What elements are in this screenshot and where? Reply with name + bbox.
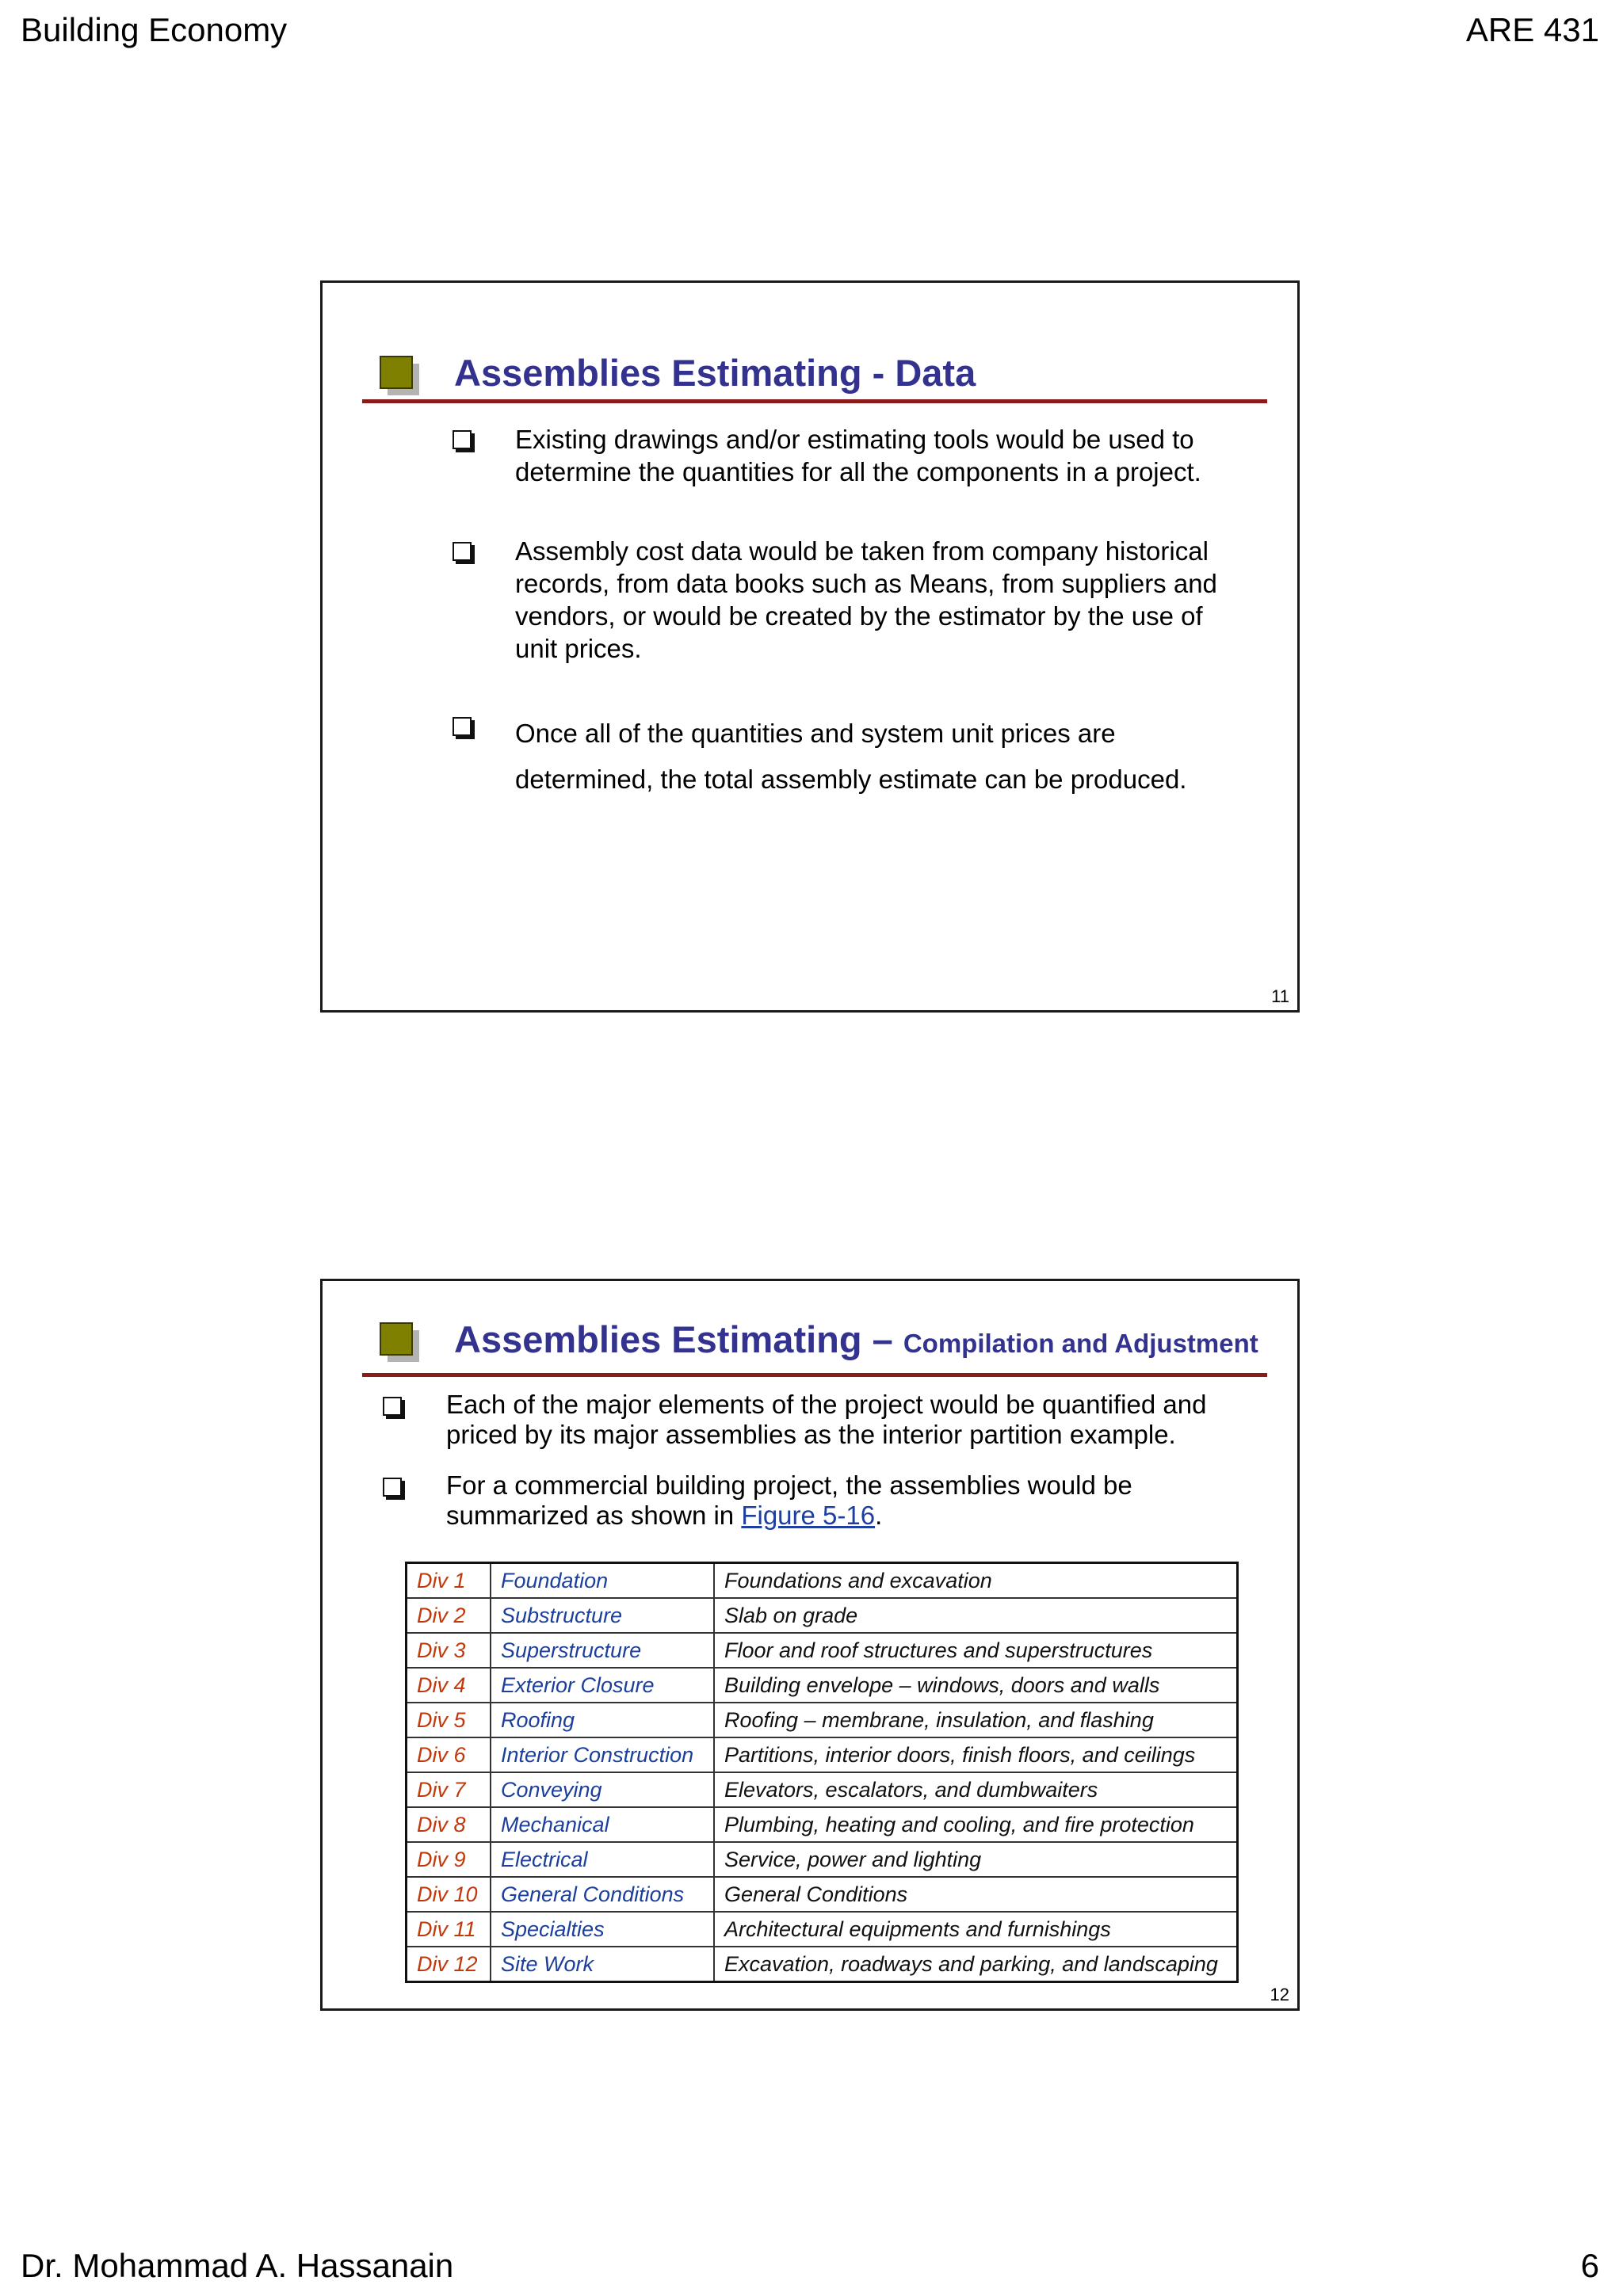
bullet-line — [446, 1501, 1132, 1531]
bullet-line: Assembly cost data would be taken from company historical — [515, 536, 1209, 566]
table-cell-description: Architectural equipments and furnishings — [714, 1912, 1238, 1947]
bullet-line: vendors, or would be created by the estimator by the use of — [515, 601, 1203, 631]
table-cell-assembly: Electrical — [491, 1842, 714, 1877]
slide-title — [454, 1318, 1258, 1361]
table-row — [407, 1842, 1238, 1877]
table-cell-description: General Conditions — [714, 1877, 1238, 1912]
table-cell-division: Div 10 — [407, 1877, 491, 1912]
checkbox-bullet-icon — [383, 1397, 402, 1416]
title-underline — [362, 399, 1267, 403]
bullet-line: records, from data books such as Means, from suppliers and — [515, 569, 1217, 598]
table-row — [407, 1703, 1238, 1737]
table-cell-description: Roofing – membrane, insulation, and flashing — [714, 1703, 1238, 1737]
bullet-line-suffix: . — [875, 1501, 883, 1530]
table-cell-division: Div 2 — [407, 1598, 491, 1633]
slide-title: Assemblies Estimating - Data — [454, 352, 976, 394]
table-row — [407, 1912, 1238, 1947]
checkbox-bullet-icon — [453, 430, 472, 449]
table-cell-assembly: Site Work — [491, 1947, 714, 1982]
table-cell-description: Excavation, roadways and parking, and landscaping — [714, 1947, 1238, 1982]
assemblies-table — [405, 1562, 1239, 1983]
bullet-text — [515, 711, 1186, 803]
table-cell-assembly: Superstructure — [491, 1633, 714, 1668]
page-header-course-title: Building Economy — [21, 11, 288, 48]
table-cell-description: Service, power and lighting — [714, 1842, 1238, 1877]
checkbox-bullet-icon — [383, 1478, 402, 1497]
bullet-text — [515, 535, 1217, 665]
table-cell-description: Plumbing, heating and cooling, and fire protection — [714, 1807, 1238, 1842]
table-cell-division: Div 7 — [407, 1772, 491, 1807]
page-number: 6 — [1580, 2247, 1599, 2284]
slide-11 — [320, 280, 1300, 1013]
table-cell-division: Div 4 — [407, 1668, 491, 1703]
slide-number: 11 — [1271, 986, 1289, 1006]
table-cell-division: Div 8 — [407, 1807, 491, 1842]
table-cell-division: Div 3 — [407, 1633, 491, 1668]
table-cell-assembly: General Conditions — [491, 1877, 714, 1912]
table-cell-division: Div 11 — [407, 1912, 491, 1947]
slide-title-subtitle: Compilation and Adjustment — [903, 1329, 1258, 1358]
table-cell-assembly: Mechanical — [491, 1807, 714, 1842]
title-underline — [362, 1373, 1267, 1377]
bullet-line: priced by its major assemblies as the interior partition example. — [446, 1420, 1176, 1449]
bullet-line: determine the quantities for all the components in a project. — [515, 457, 1201, 486]
bullet-text — [446, 1390, 1206, 1450]
bullet-line: Each of the major elements of the project would be quantified and — [446, 1390, 1207, 1419]
bullet-line: determined, the total assembly estimate can be produced. — [515, 765, 1187, 794]
slide-12 — [320, 1279, 1300, 2011]
table-row — [407, 1737, 1238, 1772]
table-row — [407, 1668, 1238, 1703]
checkbox-bullet-icon — [453, 717, 472, 736]
bullet-text — [446, 1470, 1132, 1531]
table-cell-assembly: Foundation — [491, 1563, 714, 1599]
table-row — [407, 1633, 1238, 1668]
page-footer-author: Dr. Mohammad A. Hassanain — [21, 2247, 454, 2284]
table-cell-description: Slab on grade — [714, 1598, 1238, 1633]
table-cell-division: Div 5 — [407, 1703, 491, 1737]
table-row — [407, 1947, 1238, 1982]
table-row — [407, 1772, 1238, 1807]
bullet-line-prefix: summarized as shown in — [446, 1501, 742, 1530]
slide-number: 12 — [1270, 1985, 1289, 2004]
checkbox-bullet-icon — [453, 542, 472, 561]
bullet-line: unit prices. — [515, 634, 642, 663]
slide-title-main: Assemblies Estimating – — [454, 1318, 903, 1360]
table-cell-assembly: Conveying — [491, 1772, 714, 1807]
table-cell-assembly: Interior Construction — [491, 1737, 714, 1772]
table-row — [407, 1563, 1238, 1599]
table-row — [407, 1598, 1238, 1633]
table-row — [407, 1877, 1238, 1912]
square-bullet-icon — [380, 1322, 421, 1363]
figure-5-16-link[interactable]: Figure 5-16 — [741, 1501, 876, 1530]
table-cell-division: Div 1 — [407, 1563, 491, 1599]
bullet-line: Existing drawings and/or estimating tools would be used to — [515, 425, 1194, 454]
table-cell-description: Foundations and excavation — [714, 1563, 1238, 1599]
table-cell-assembly: Roofing — [491, 1703, 714, 1737]
table-cell-description: Partitions, interior doors, finish floors, and ceilings — [714, 1737, 1238, 1772]
table-cell-division: Div 6 — [407, 1737, 491, 1772]
table-cell-assembly: Specialties — [491, 1912, 714, 1947]
bullet-text — [515, 423, 1201, 488]
table-cell-division: Div 9 — [407, 1842, 491, 1877]
table-cell-description: Elevators, escalators, and dumbwaiters — [714, 1772, 1238, 1807]
table-row — [407, 1807, 1238, 1842]
page-header-course-code: ARE 431 — [1465, 11, 1599, 48]
table-cell-description: Floor and roof structures and superstructures — [714, 1633, 1238, 1668]
table-cell-assembly: Substructure — [491, 1598, 714, 1633]
table-cell-description: Building envelope – windows, doors and walls — [714, 1668, 1238, 1703]
bullet-line: For a commercial building project, the assemblies would be — [446, 1470, 1132, 1500]
table-cell-division: Div 12 — [407, 1947, 491, 1982]
table-cell-assembly: Exterior Closure — [491, 1668, 714, 1703]
square-bullet-icon — [380, 356, 421, 397]
bullet-line: Once all of the quantities and system unit prices are — [515, 719, 1116, 748]
